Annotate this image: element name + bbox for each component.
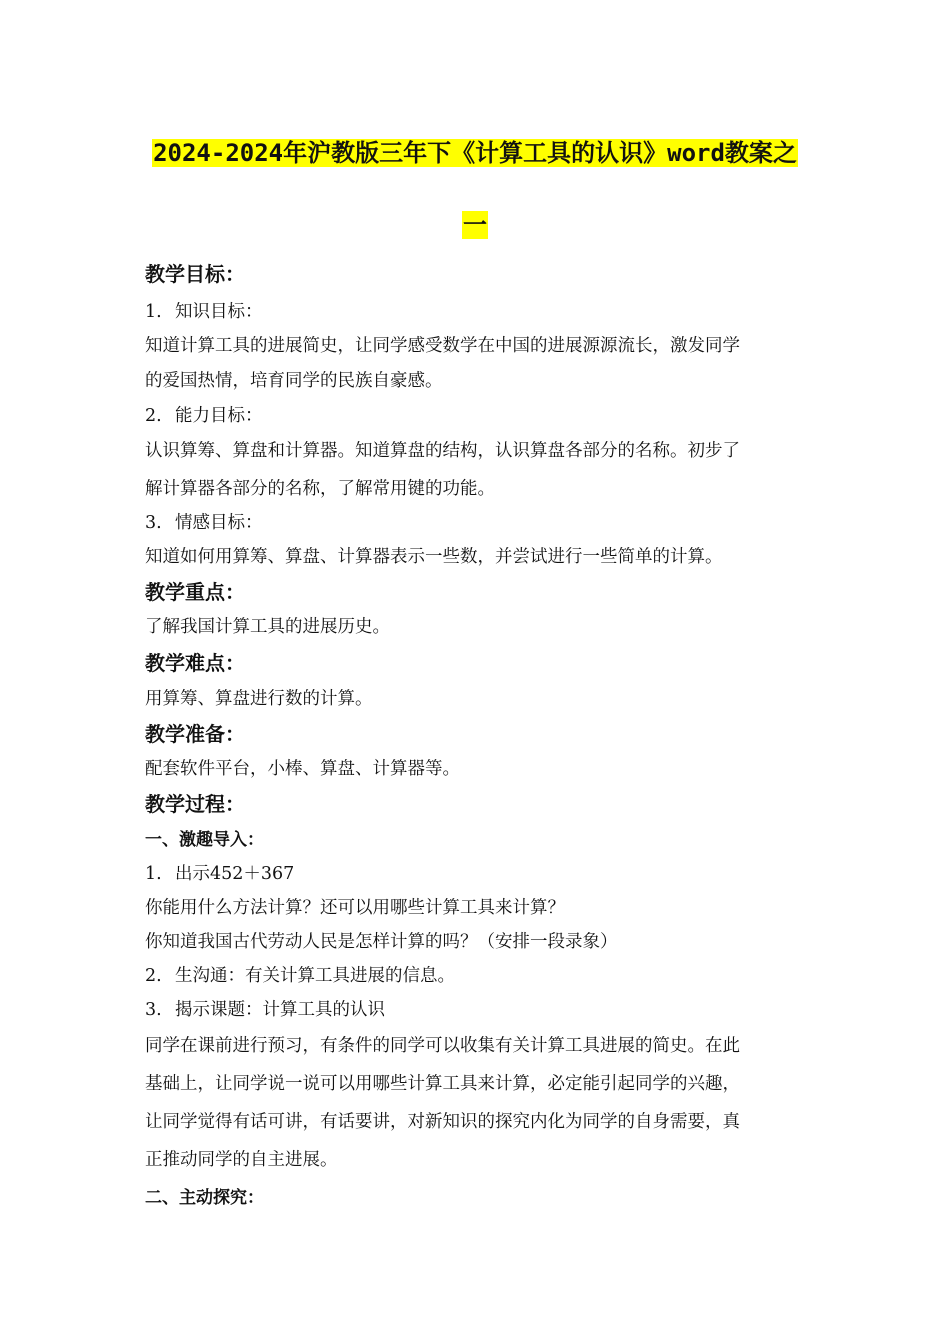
step1-item <box>145 862 294 886</box>
paragraph-line-1: 同学在课前进行预习，有条件的同学可以收集有关计算工具进展的简史。在此 <box>145 1036 740 1056</box>
part1-heading: 一、激趣导入： <box>145 830 264 850</box>
difficulty-text: 用算筹、算盘进行数的计算。 <box>145 689 373 709</box>
paragraph-line-3: 让同学觉得有话可讲，有话要讲，对新知识的探究内化为同学的自身需要，真 <box>145 1112 740 1132</box>
goal2-label: 能力目标： <box>175 406 263 426</box>
goal2-text-line-2: 解计算器各部分的名称，了解常用键的功能。 <box>145 479 495 499</box>
focus-heading: 教学重点： <box>145 580 245 604</box>
question-1: 你能用什么方法计算？还可以用哪些计算工具来计算？ <box>145 898 565 918</box>
paragraph-line-4: 正推动同学的自主进展。 <box>145 1150 338 1170</box>
goal1-label: 知识目标： <box>175 302 263 322</box>
step3-number: 3. <box>145 1000 162 1020</box>
step3-label: 揭示课题：计算工具的认识 <box>175 1000 385 1020</box>
goal3-label: 情感目标： <box>175 513 263 533</box>
goal3-text: 知道如何用算筹、算盘、计算器表示一些数，并尝试进行一些简单的计算。 <box>145 547 723 567</box>
goal1-number: 1. <box>145 302 162 322</box>
title-line-2: 一 <box>463 211 487 239</box>
goal3-item <box>145 511 263 535</box>
paragraph-line-2: 基础上，让同学说一说可以用哪些计算工具来计算，必定能引起同学的兴趣， <box>145 1074 740 1094</box>
step1-label: 出示452＋367 <box>175 864 295 884</box>
goal2-number: 2. <box>145 406 162 426</box>
title-line-1: 2024-2024年沪教版三年下《计算工具的认识》word教案之 <box>153 139 797 167</box>
step2-label: 生沟通：有关计算工具进展的信息。 <box>175 966 455 986</box>
goals-heading: 教学目标： <box>145 262 245 286</box>
document-title-continued <box>0 210 950 240</box>
goal2-item <box>145 404 263 428</box>
step2-item <box>145 964 455 988</box>
goal2-text-line-1: 认识算筹、算盘和计算器。知道算盘的结构，认识算盘各部分的名称。初步了 <box>145 441 740 461</box>
difficulty-heading: 教学难点： <box>145 651 245 675</box>
prep-heading: 教学准备： <box>145 722 245 746</box>
step3-item <box>145 998 385 1022</box>
step2-number: 2. <box>145 966 162 986</box>
document-title <box>0 138 950 168</box>
goal3-number: 3. <box>145 513 162 533</box>
step1-number: 1. <box>145 864 162 884</box>
question-2: 你知道我国古代劳动人民是怎样计算的吗？（安排一段录象） <box>145 932 618 952</box>
prep-text: 配套软件平台，小棒、算盘、计算器等。 <box>145 759 460 779</box>
goal1-item <box>145 300 263 324</box>
part2-heading: 二、主动探究： <box>145 1188 264 1208</box>
process-heading: 教学过程： <box>145 792 245 816</box>
goal1-text-line-1: 知道计算工具的进展简史，让同学感受数学在中国的进展源源流长，激发同学 <box>145 336 740 356</box>
focus-text: 了解我国计算工具的进展历史。 <box>145 617 390 637</box>
goal1-text-line-2: 的爱国热情，培育同学的民族自豪感。 <box>145 371 443 391</box>
